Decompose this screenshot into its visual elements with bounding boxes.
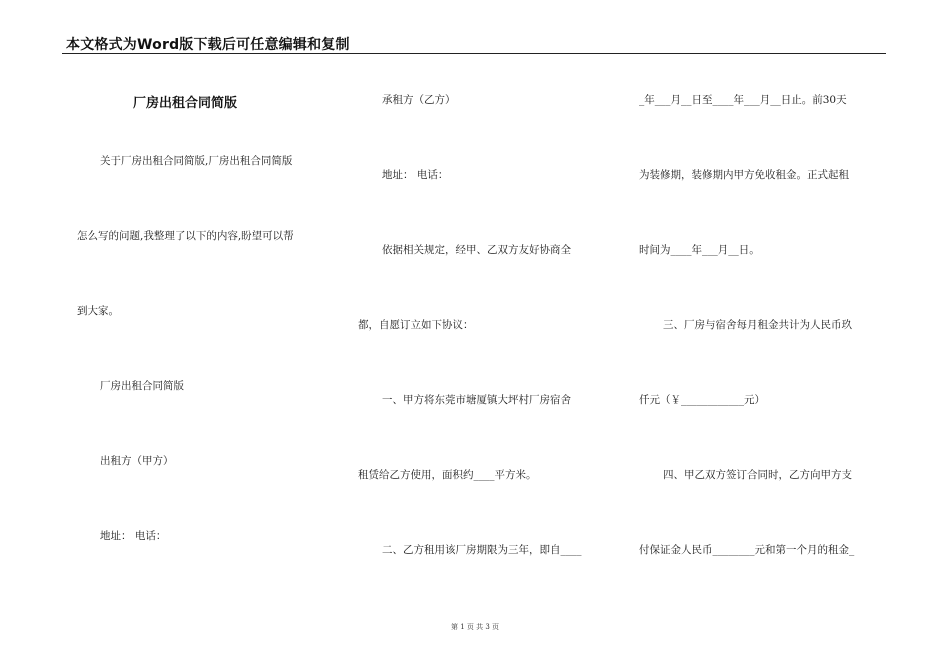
col3-line-3: 时间为____年___月__日。	[639, 244, 760, 256]
col1-line-3: 到大家。	[77, 305, 119, 317]
col3-line-4: 三、厂房与宿舍每月租金共计为人民币玖	[663, 319, 852, 331]
document-title: 厂房出租合同简版	[133, 96, 238, 111]
col2-line-7: 二、乙方租用该厂房期限为三年，即自____	[382, 544, 582, 556]
page-number: 第 1 页 共 3 页	[450, 623, 500, 631]
col2-line-5: 一、甲方将东莞市塘厦镇大坪村厂房宿舍	[382, 394, 571, 406]
col3-line-5: 仟元（￥____________元）	[639, 394, 765, 406]
col2-line-2: 地址： 电话：	[382, 169, 449, 181]
col2-line-3: 依据相关规定，经甲、乙双方友好协商全	[382, 244, 571, 256]
col1-line-6: 地址： 电话：	[100, 530, 167, 542]
col2-line-1: 承租方（乙方）	[382, 94, 456, 106]
document-header: 本文格式为Word版下载后可任意编辑和复制	[66, 37, 350, 53]
col1-line-5: 出租方（甲方）	[100, 455, 174, 467]
col1-line-2: 怎么写的问题,我整理了以下的内容,盼望可以帮	[77, 230, 294, 242]
col3-line-1: _年___月__日至____年___月__日止。前30天	[639, 94, 847, 106]
col2-line-6: 租赁给乙方使用，面积约____平方米。	[358, 469, 537, 481]
col3-line-2: 为装修期，装修期内甲方免收租金。正式起租	[639, 169, 849, 181]
col2-line-4: 都，自愿订立如下协议：	[358, 319, 474, 331]
col1-line-4: 厂房出租合同简版	[100, 380, 184, 392]
col1-line-1: 关于厂房出租合同简版,厂房出租合同简版	[100, 155, 293, 167]
col3-line-7: 付保证金人民币________元和第一个月的租金_	[639, 544, 855, 556]
header-divider	[62, 53, 886, 54]
col3-line-6: 四、甲乙双方签订合同时，乙方向甲方支	[663, 469, 852, 481]
